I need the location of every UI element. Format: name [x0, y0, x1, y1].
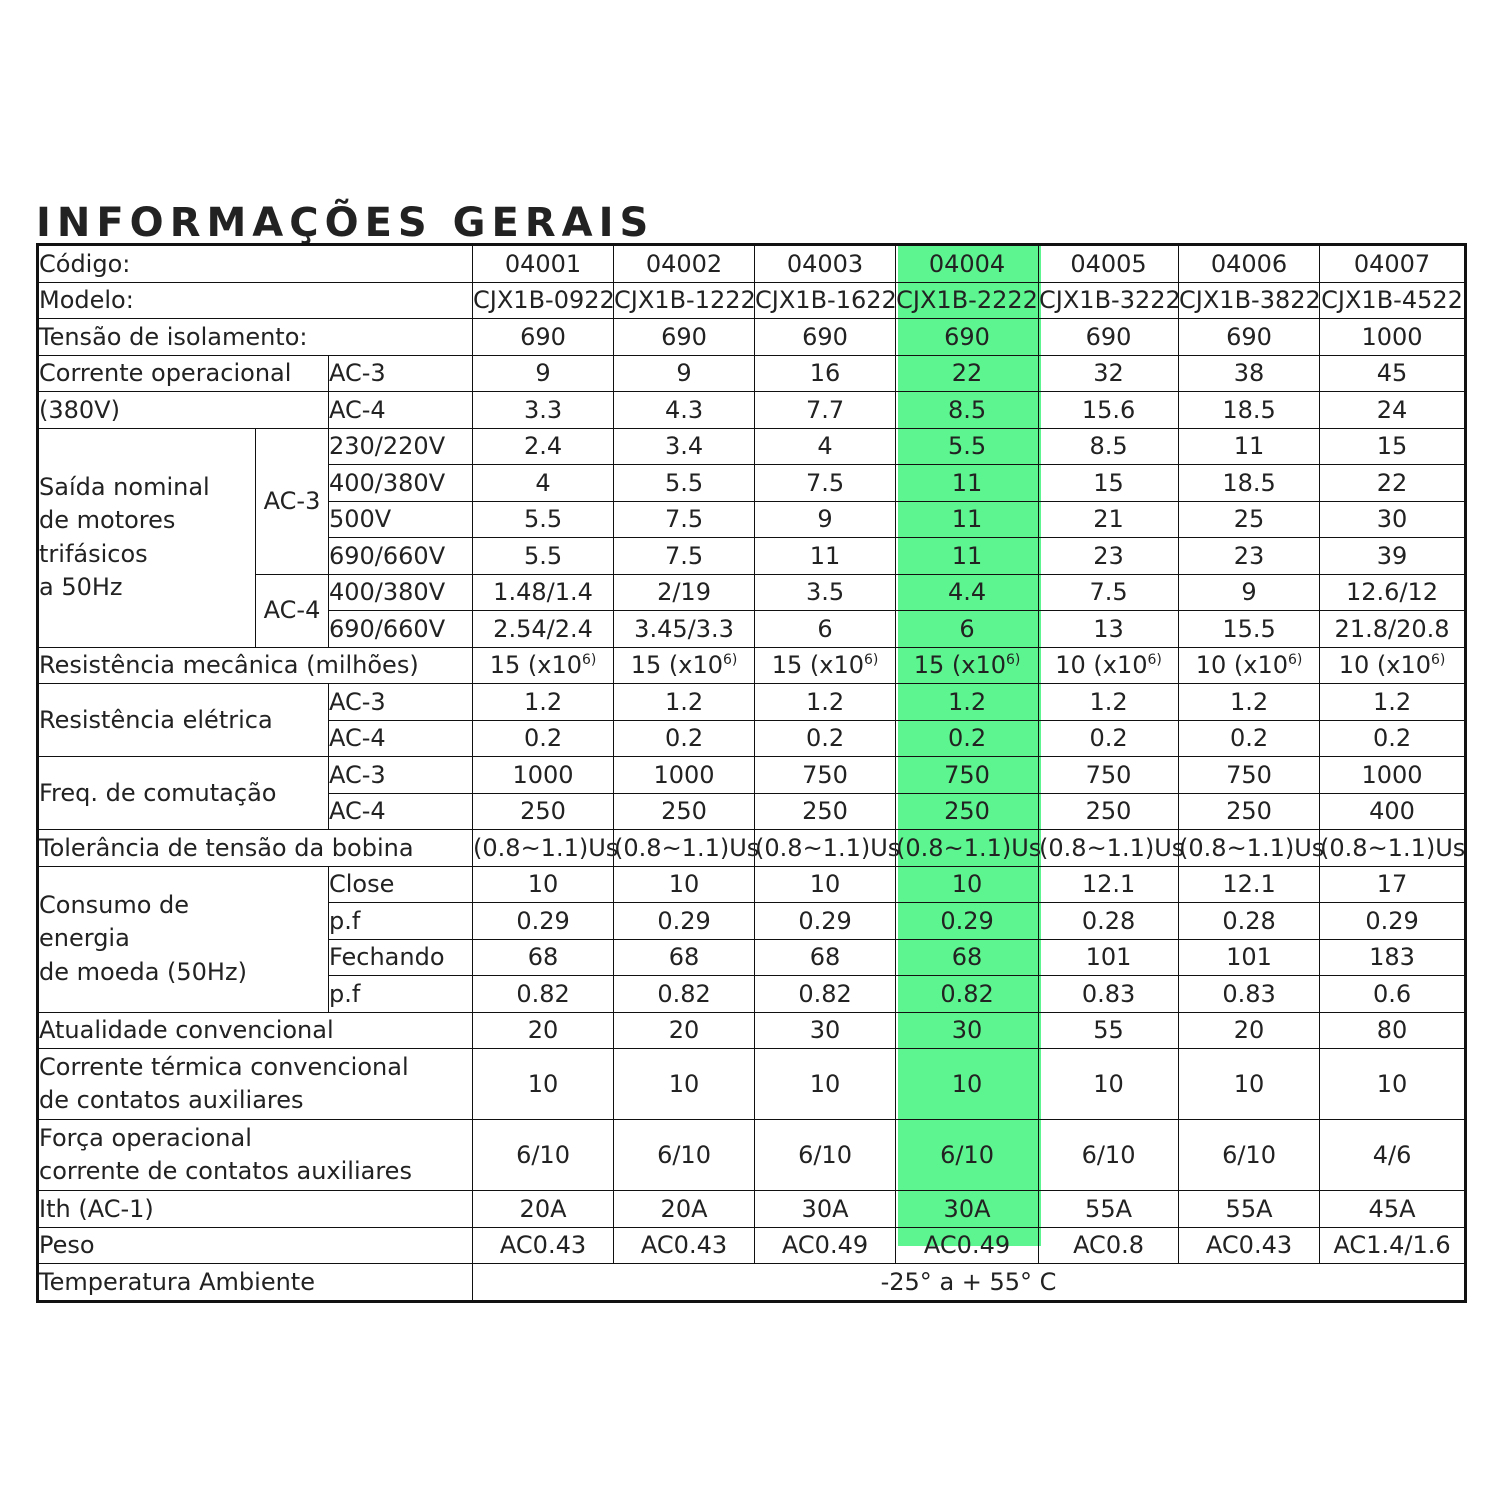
label-saida-line: de motores — [39, 506, 176, 535]
label-fechando: Fechando — [329, 939, 473, 976]
cell-close: 17 — [1320, 866, 1466, 903]
label-ac3: AC-3 — [329, 355, 473, 392]
cell-term: 10 — [1320, 1049, 1466, 1120]
cell-atual: 55 — [1039, 1012, 1179, 1049]
label-ac3: AC-3 — [329, 684, 473, 721]
cell-fq-ac3: 750 — [1179, 757, 1320, 794]
cell-codigo: 04003 — [755, 245, 896, 283]
label-modelo: Modelo: — [38, 282, 473, 319]
cell-el-ac3: 1.2 — [473, 684, 614, 721]
cell-mech — [755, 647, 896, 684]
cell-m4-690: 2.54/2.4 — [473, 611, 614, 648]
label-corrente-operacional: Corrente operacional — [38, 355, 329, 392]
label-690-660v: 690/660V — [329, 538, 473, 575]
row-motor-ac3-230 — [38, 428, 1466, 465]
cell-forca: 6/10 — [614, 1120, 755, 1191]
cell-pf1: 0.28 — [1179, 903, 1320, 940]
cell-m3-400: 5.5 — [614, 465, 755, 502]
label-ith: Ith (AC-1) — [38, 1191, 473, 1228]
cell-codigo: 04001 — [473, 245, 614, 283]
cell-forca: 6/10 — [896, 1120, 1039, 1191]
cell-m3-230: 3.4 — [614, 428, 755, 465]
cell-fq-ac4: 250 — [896, 793, 1039, 830]
cell-modelo: CJX1B-4522 — [1320, 282, 1466, 319]
cell-pf2: 0.82 — [614, 976, 755, 1013]
cell-mech — [473, 647, 614, 684]
cell-fq-ac3: 1000 — [1320, 757, 1466, 794]
mech-exp: 6) — [722, 652, 738, 669]
cell-tensao: 690 — [1179, 319, 1320, 356]
cell-peso: AC0.43 — [1179, 1227, 1320, 1264]
cell-temperatura: -25° a + 55° C — [473, 1264, 1466, 1302]
cell-tensao: 690 — [473, 319, 614, 356]
cell-atual: 20 — [614, 1012, 755, 1049]
row-tensao-isolamento — [38, 319, 1466, 356]
label-400-380v: 400/380V — [329, 574, 473, 611]
cell-mech — [1039, 647, 1179, 684]
label-motor-ac3: AC-3 — [256, 428, 329, 574]
cell-mech — [1179, 647, 1320, 684]
cell-tensao: 690 — [1039, 319, 1179, 356]
spec-table — [36, 243, 1467, 1303]
label-motor-ac4: AC-4 — [256, 574, 329, 647]
cell-m3-500: 7.5 — [614, 501, 755, 538]
cell-forca: 6/10 — [755, 1120, 896, 1191]
mech-exp: 6) — [1287, 652, 1303, 669]
cell-m4-690: 6 — [896, 611, 1039, 648]
cell-atual: 30 — [896, 1012, 1039, 1049]
cell-m4-400: 4.4 — [896, 574, 1039, 611]
cell-modelo: CJX1B-3822 — [1179, 282, 1320, 319]
cell-pf1: 0.29 — [755, 903, 896, 940]
cell-fech: 101 — [1179, 939, 1320, 976]
cell-tol: (0.8~1.1)Us — [755, 830, 896, 867]
cell-fq-ac3: 750 — [1039, 757, 1179, 794]
cell-m3-400: 4 — [473, 465, 614, 502]
cell-ac3-380: 9 — [473, 355, 614, 392]
cell-mech — [896, 647, 1039, 684]
section-title — [36, 186, 655, 246]
cell-ac3-380: 22 — [896, 355, 1039, 392]
mech-base: 15 (x10 — [489, 651, 582, 680]
cell-term: 10 — [614, 1049, 755, 1120]
section-title-text: INFORMAÇÕES GERAIS — [36, 200, 655, 246]
cell-el-ac4: 0.2 — [1179, 720, 1320, 757]
label-consumo-line: Consumo de — [39, 891, 190, 920]
cell-close: 10 — [755, 866, 896, 903]
cell-fq-ac3: 750 — [755, 757, 896, 794]
mech-exp: 6) — [863, 652, 879, 669]
label-saida-nominal — [38, 428, 256, 647]
cell-m4-690: 15.5 — [1179, 611, 1320, 648]
label-forca-line: corrente de contatos auxiliares — [39, 1157, 412, 1185]
label-consumo-line: de moeda (50Hz) — [39, 957, 247, 986]
cell-m3-500: 21 — [1039, 501, 1179, 538]
cell-close: 12.1 — [1039, 866, 1179, 903]
cell-fech: 68 — [473, 939, 614, 976]
cell-m4-400: 7.5 — [1039, 574, 1179, 611]
label-forca-line: Força operacional — [39, 1123, 252, 1152]
cell-ac3-380: 45 — [1320, 355, 1466, 392]
cell-peso: AC1.4/1.6 — [1320, 1227, 1466, 1264]
cell-modelo: CJX1B-2222 — [896, 282, 1039, 319]
row-consumo-close — [38, 866, 1466, 903]
row-corrente-ac3 — [38, 355, 1466, 392]
cell-m4-400: 3.5 — [755, 574, 896, 611]
cell-ac4-380: 8.5 — [896, 392, 1039, 429]
cell-modelo: CJX1B-0922 — [473, 282, 614, 319]
cell-mech — [614, 647, 755, 684]
cell-el-ac3: 1.2 — [1320, 684, 1466, 721]
cell-fech: 68 — [896, 939, 1039, 976]
mech-base: 15 (x10 — [771, 651, 864, 680]
cell-ac4-380: 7.7 — [755, 392, 896, 429]
cell-ith: 45A — [1320, 1191, 1466, 1228]
cell-fech: 183 — [1320, 939, 1466, 976]
cell-ac4-380: 3.3 — [473, 392, 614, 429]
cell-fq-ac4: 400 — [1320, 793, 1466, 830]
cell-el-ac4: 0.2 — [473, 720, 614, 757]
cell-close: 10 — [614, 866, 755, 903]
cell-peso: AC0.43 — [614, 1227, 755, 1264]
cell-forca: 6/10 — [1179, 1120, 1320, 1191]
cell-atual: 30 — [755, 1012, 896, 1049]
cell-modelo: CJX1B-3222 — [1039, 282, 1179, 319]
label-400-380v: 400/380V — [329, 465, 473, 502]
cell-el-ac4: 0.2 — [896, 720, 1039, 757]
row-corrente-ac4 — [38, 392, 1466, 429]
label-saida-line: a 50Hz — [39, 572, 123, 601]
row-forca-operacional — [38, 1120, 1466, 1191]
row-freq-ac3 — [38, 757, 1466, 794]
row-peso — [38, 1227, 1466, 1264]
cell-ith: 20A — [473, 1191, 614, 1228]
cell-fq-ac4: 250 — [755, 793, 896, 830]
label-resistencia-eletrica: Resistência elétrica — [38, 684, 329, 757]
cell-codigo: 04004 — [896, 245, 1039, 283]
cell-term: 10 — [1039, 1049, 1179, 1120]
cell-tol: (0.8~1.1)Us — [1039, 830, 1179, 867]
cell-m3-500: 9 — [755, 501, 896, 538]
label-peso: Peso — [38, 1227, 473, 1264]
cell-m3-230: 11 — [1179, 428, 1320, 465]
cell-codigo: 04002 — [614, 245, 755, 283]
cell-el-ac3: 1.2 — [1179, 684, 1320, 721]
label-resistencia-mecanica: Resistência mecânica (milhões) — [38, 647, 473, 684]
cell-pf2: 0.82 — [755, 976, 896, 1013]
cell-m3-690: 23 — [1179, 538, 1320, 575]
cell-m3-500: 30 — [1320, 501, 1466, 538]
cell-pf1: 0.28 — [1039, 903, 1179, 940]
cell-forca: 4/6 — [1320, 1120, 1466, 1191]
cell-pf1: 0.29 — [473, 903, 614, 940]
cell-term: 10 — [755, 1049, 896, 1120]
cell-ac3-380: 38 — [1179, 355, 1320, 392]
cell-tensao: 690 — [896, 319, 1039, 356]
label-saida-line: trifásicos — [39, 539, 148, 568]
label-saida-line: Saída nominal — [39, 473, 210, 502]
row-atualidade — [38, 1012, 1466, 1049]
mech-exp: 6) — [1430, 652, 1446, 669]
cell-el-ac4: 0.2 — [755, 720, 896, 757]
label-termica-line: Corrente térmica convencional — [39, 1052, 409, 1081]
mech-base: 10 (x10 — [1055, 651, 1148, 680]
cell-fech: 68 — [614, 939, 755, 976]
row-resistencia-mecanica — [38, 647, 1466, 684]
cell-m3-690: 5.5 — [473, 538, 614, 575]
cell-tensao: 1000 — [1320, 319, 1466, 356]
cell-m4-400: 1.48/1.4 — [473, 574, 614, 611]
cell-tol: (0.8~1.1)Us — [473, 830, 614, 867]
cell-el-ac4: 0.2 — [1039, 720, 1179, 757]
cell-m3-500: 5.5 — [473, 501, 614, 538]
cell-ith: 55A — [1039, 1191, 1179, 1228]
cell-m3-690: 23 — [1039, 538, 1179, 575]
cell-m3-230: 8.5 — [1039, 428, 1179, 465]
cell-fq-ac4: 250 — [473, 793, 614, 830]
cell-fq-ac3: 750 — [896, 757, 1039, 794]
cell-m4-400: 2/19 — [614, 574, 755, 611]
label-consumo-line: energia — [39, 924, 130, 953]
row-tolerancia-bobina — [38, 830, 1466, 867]
cell-m4-690: 21.8/20.8 — [1320, 611, 1466, 648]
cell-el-ac3: 1.2 — [614, 684, 755, 721]
cell-pf2: 0.82 — [896, 976, 1039, 1013]
cell-forca: 6/10 — [473, 1120, 614, 1191]
cell-m3-500: 25 — [1179, 501, 1320, 538]
cell-tol: (0.8~1.1)Us — [1179, 830, 1320, 867]
cell-close: 10 — [473, 866, 614, 903]
cell-fq-ac3: 1000 — [473, 757, 614, 794]
label-pf: p.f — [329, 976, 473, 1013]
row-temperatura — [38, 1264, 1466, 1302]
cell-m3-230: 15 — [1320, 428, 1466, 465]
cell-fq-ac4: 250 — [614, 793, 755, 830]
label-consumo-energia — [38, 866, 329, 1012]
mech-exp: 6) — [581, 652, 597, 669]
cell-m3-690: 7.5 — [614, 538, 755, 575]
cell-ac4-380: 18.5 — [1179, 392, 1320, 429]
cell-m4-690: 13 — [1039, 611, 1179, 648]
label-termica-line: de contatos auxiliares — [39, 1086, 304, 1114]
cell-peso: AC0.43 — [473, 1227, 614, 1264]
cell-atual: 80 — [1320, 1012, 1466, 1049]
cell-tensao: 690 — [755, 319, 896, 356]
cell-m4-400: 12.6/12 — [1320, 574, 1466, 611]
cell-codigo: 04007 — [1320, 245, 1466, 283]
cell-modelo: CJX1B-1222 — [614, 282, 755, 319]
cell-term: 10 — [896, 1049, 1039, 1120]
label-close: Close — [329, 866, 473, 903]
mech-exp: 6) — [1005, 652, 1021, 669]
cell-close: 10 — [896, 866, 1039, 903]
cell-pf2: 0.82 — [473, 976, 614, 1013]
cell-fq-ac4: 250 — [1179, 793, 1320, 830]
cell-ac4-380: 24 — [1320, 392, 1466, 429]
cell-tensao: 690 — [614, 319, 755, 356]
cell-ith: 30A — [755, 1191, 896, 1228]
row-eletrica-ac3 — [38, 684, 1466, 721]
label-freq-comutacao: Freq. de comutação — [38, 757, 329, 830]
label-forca-operacional — [38, 1120, 473, 1191]
cell-el-ac4: 0.2 — [1320, 720, 1466, 757]
cell-m3-690: 11 — [755, 538, 896, 575]
cell-el-ac3: 1.2 — [1039, 684, 1179, 721]
cell-ac3-380: 16 — [755, 355, 896, 392]
cell-m3-230: 4 — [755, 428, 896, 465]
label-tensao-isolamento: Tensão de isolamento: — [38, 319, 473, 356]
cell-ac4-380: 15.6 — [1039, 392, 1179, 429]
cell-m3-400: 7.5 — [755, 465, 896, 502]
cell-tol: (0.8~1.1)Us — [614, 830, 755, 867]
cell-fech: 68 — [755, 939, 896, 976]
label-ac4: AC-4 — [329, 793, 473, 830]
cell-m4-690: 6 — [755, 611, 896, 648]
cell-codigo: 04005 — [1039, 245, 1179, 283]
cell-m3-230: 5.5 — [896, 428, 1039, 465]
mech-base: 15 (x10 — [913, 651, 1006, 680]
cell-pf2: 0.83 — [1179, 976, 1320, 1013]
cell-pf1: 0.29 — [1320, 903, 1466, 940]
cell-tol: (0.8~1.1)Us — [1320, 830, 1466, 867]
cell-el-ac4: 0.2 — [614, 720, 755, 757]
cell-ith: 20A — [614, 1191, 755, 1228]
cell-pf1: 0.29 — [896, 903, 1039, 940]
label-ac4: AC-4 — [329, 720, 473, 757]
mech-base: 10 (x10 — [1338, 651, 1431, 680]
label-codigo: Código: — [38, 245, 473, 283]
cell-pf2: 0.83 — [1039, 976, 1179, 1013]
label-tolerancia-bobina: Tolerância de tensão da bobina — [38, 830, 473, 867]
cell-m4-690: 3.45/3.3 — [614, 611, 755, 648]
cell-m3-690: 11 — [896, 538, 1039, 575]
cell-m3-500: 11 — [896, 501, 1039, 538]
cell-term: 10 — [473, 1049, 614, 1120]
cell-fq-ac4: 250 — [1039, 793, 1179, 830]
cell-fq-ac3: 1000 — [614, 757, 755, 794]
cell-modelo: CJX1B-1622 — [755, 282, 896, 319]
label-temperatura: Temperatura Ambiente — [38, 1264, 473, 1302]
mech-base: 10 (x10 — [1195, 651, 1288, 680]
label-corrente-termica — [38, 1049, 473, 1120]
cell-codigo: 04006 — [1179, 245, 1320, 283]
label-230-220v: 230/220V — [329, 428, 473, 465]
cell-m3-230: 2.4 — [473, 428, 614, 465]
cell-m4-400: 9 — [1179, 574, 1320, 611]
row-modelo — [38, 282, 1466, 319]
cell-close: 12.1 — [1179, 866, 1320, 903]
cell-pf2: 0.6 — [1320, 976, 1466, 1013]
cell-m3-690: 39 — [1320, 538, 1466, 575]
cell-peso: AC0.8 — [1039, 1227, 1179, 1264]
cell-peso: AC0.49 — [896, 1227, 1039, 1264]
label-atualidade: Atualidade convencional — [38, 1012, 473, 1049]
cell-m3-400: 15 — [1039, 465, 1179, 502]
cell-el-ac3: 1.2 — [896, 684, 1039, 721]
cell-atual: 20 — [473, 1012, 614, 1049]
cell-ac3-380: 9 — [614, 355, 755, 392]
row-codigo — [38, 245, 1466, 283]
cell-peso: AC0.49 — [755, 1227, 896, 1264]
cell-pf1: 0.29 — [614, 903, 755, 940]
row-ith — [38, 1191, 1466, 1228]
label-380v: (380V) — [38, 392, 329, 429]
mech-base: 15 (x10 — [630, 651, 723, 680]
cell-ac4-380: 4.3 — [614, 392, 755, 429]
cell-tol: (0.8~1.1)Us — [896, 830, 1039, 867]
label-ac4: AC-4 — [329, 392, 473, 429]
cell-el-ac3: 1.2 — [755, 684, 896, 721]
cell-term: 10 — [1179, 1049, 1320, 1120]
cell-ac3-380: 32 — [1039, 355, 1179, 392]
cell-m3-400: 11 — [896, 465, 1039, 502]
cell-fech: 101 — [1039, 939, 1179, 976]
label-690-660v: 690/660V — [329, 611, 473, 648]
cell-m3-400: 18.5 — [1179, 465, 1320, 502]
label-500v: 500V — [329, 501, 473, 538]
row-corrente-termica — [38, 1049, 1466, 1120]
label-ac3: AC-3 — [329, 757, 473, 794]
cell-ith: 55A — [1179, 1191, 1320, 1228]
cell-m3-400: 22 — [1320, 465, 1466, 502]
mech-exp: 6) — [1147, 652, 1162, 669]
cell-forca: 6/10 — [1039, 1120, 1179, 1191]
cell-atual: 20 — [1179, 1012, 1320, 1049]
label-pf: p.f — [329, 903, 473, 940]
cell-mech — [1320, 647, 1466, 684]
cell-ith: 30A — [896, 1191, 1039, 1228]
